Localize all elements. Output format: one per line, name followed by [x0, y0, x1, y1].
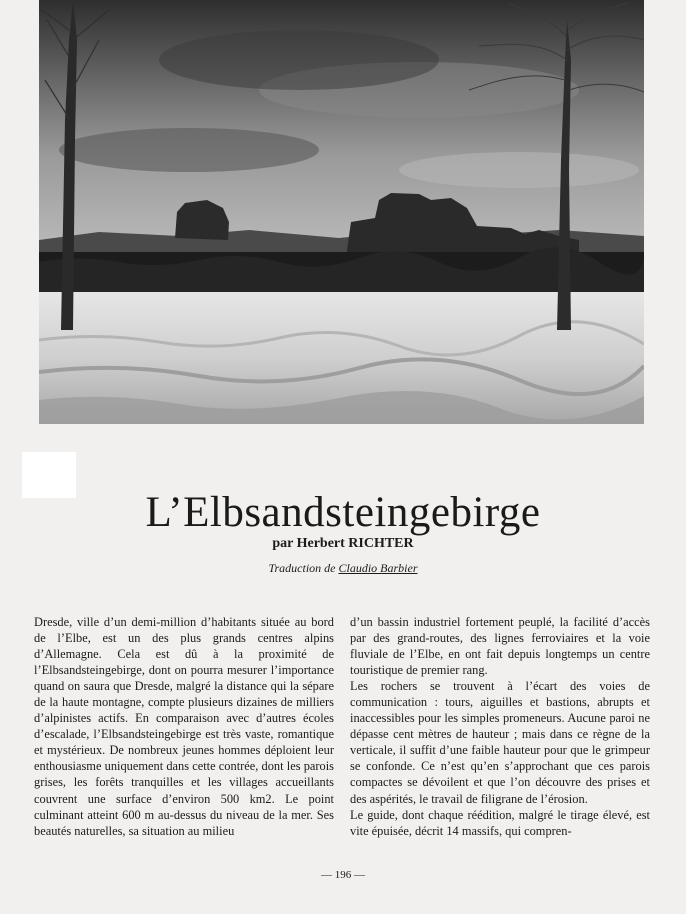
right-column	[350, 614, 650, 846]
author-line: par Herbert RICHTER	[272, 536, 414, 551]
paragraph: Les rochers se trouvent à l’écart des voies de communication : tours, aiguilles et bastions, abrupts et inaccessibles pour les simples promeneurs. Aucune paroi ne dépasse cent mètres de hauteur ; mais dans ce règne de la verticale, il suffit d’une faible hauteur pour que le grimpeur se confonde. Ce n’est qu’en s’approchant que ces parois compactes se dévoilent et que l’on découvre des prises et des aspérités, le travail de filigrane de l’érosion.	[350, 679, 650, 806]
paragraph: Le guide, dont chaque réédition, malgré le tirage élevé, est vite épuisée, décrit 14 massifs, qui compren-	[350, 807, 650, 838]
translation-credit	[0, 561, 686, 576]
page-number: — 196 —	[321, 869, 365, 881]
left-column	[34, 614, 334, 846]
snowy-sandstone-landscape	[39, 0, 644, 424]
article-title: L’Elbsandsteingebirge	[145, 488, 541, 536]
landscape-photo	[39, 0, 644, 424]
paragraph: Dresde, ville d’un demi-million d’habitants située au bord de l’Elbe, est un des plus grands centres alpins d’Allemagne. Cela est dû à la proximité de l’Elbsandsteingebirge, dont on pourra mesurer l’importance quand on saura que Dresde, malgré la distance qui la sépare de la haute montagne, compte plusieurs dizaines de milliers d’alpinistes actifs. En comparaison avec d’autres écoles d’escalade, l’Elbsandsteingebirge est très vaste, romantique et mystérieux. De nombreux jeunes hommes déploient leur enthousiasme uniquement dans cette contrée, dont les parois grises, les forêts tranquilles et les villages accueillants couvrent une surface d’environ 500 km2. Le point culminant atteint 600 m au-dessus du niveau de la mer. Ses beautés naturelles, sa situation au milieu	[34, 615, 334, 838]
translation-prefix: Traduction de	[268, 561, 336, 575]
paragraph: d’un bassin industriel fortement peuplé, la facilité d’accès par des grand-routes, des lignes ferroviaires et la voie fluviale de l’Elbe, en ont fait depuis longtemps un centre touristique de premier rang.	[350, 615, 650, 678]
translator-name: Claudio Barbier	[338, 561, 418, 575]
